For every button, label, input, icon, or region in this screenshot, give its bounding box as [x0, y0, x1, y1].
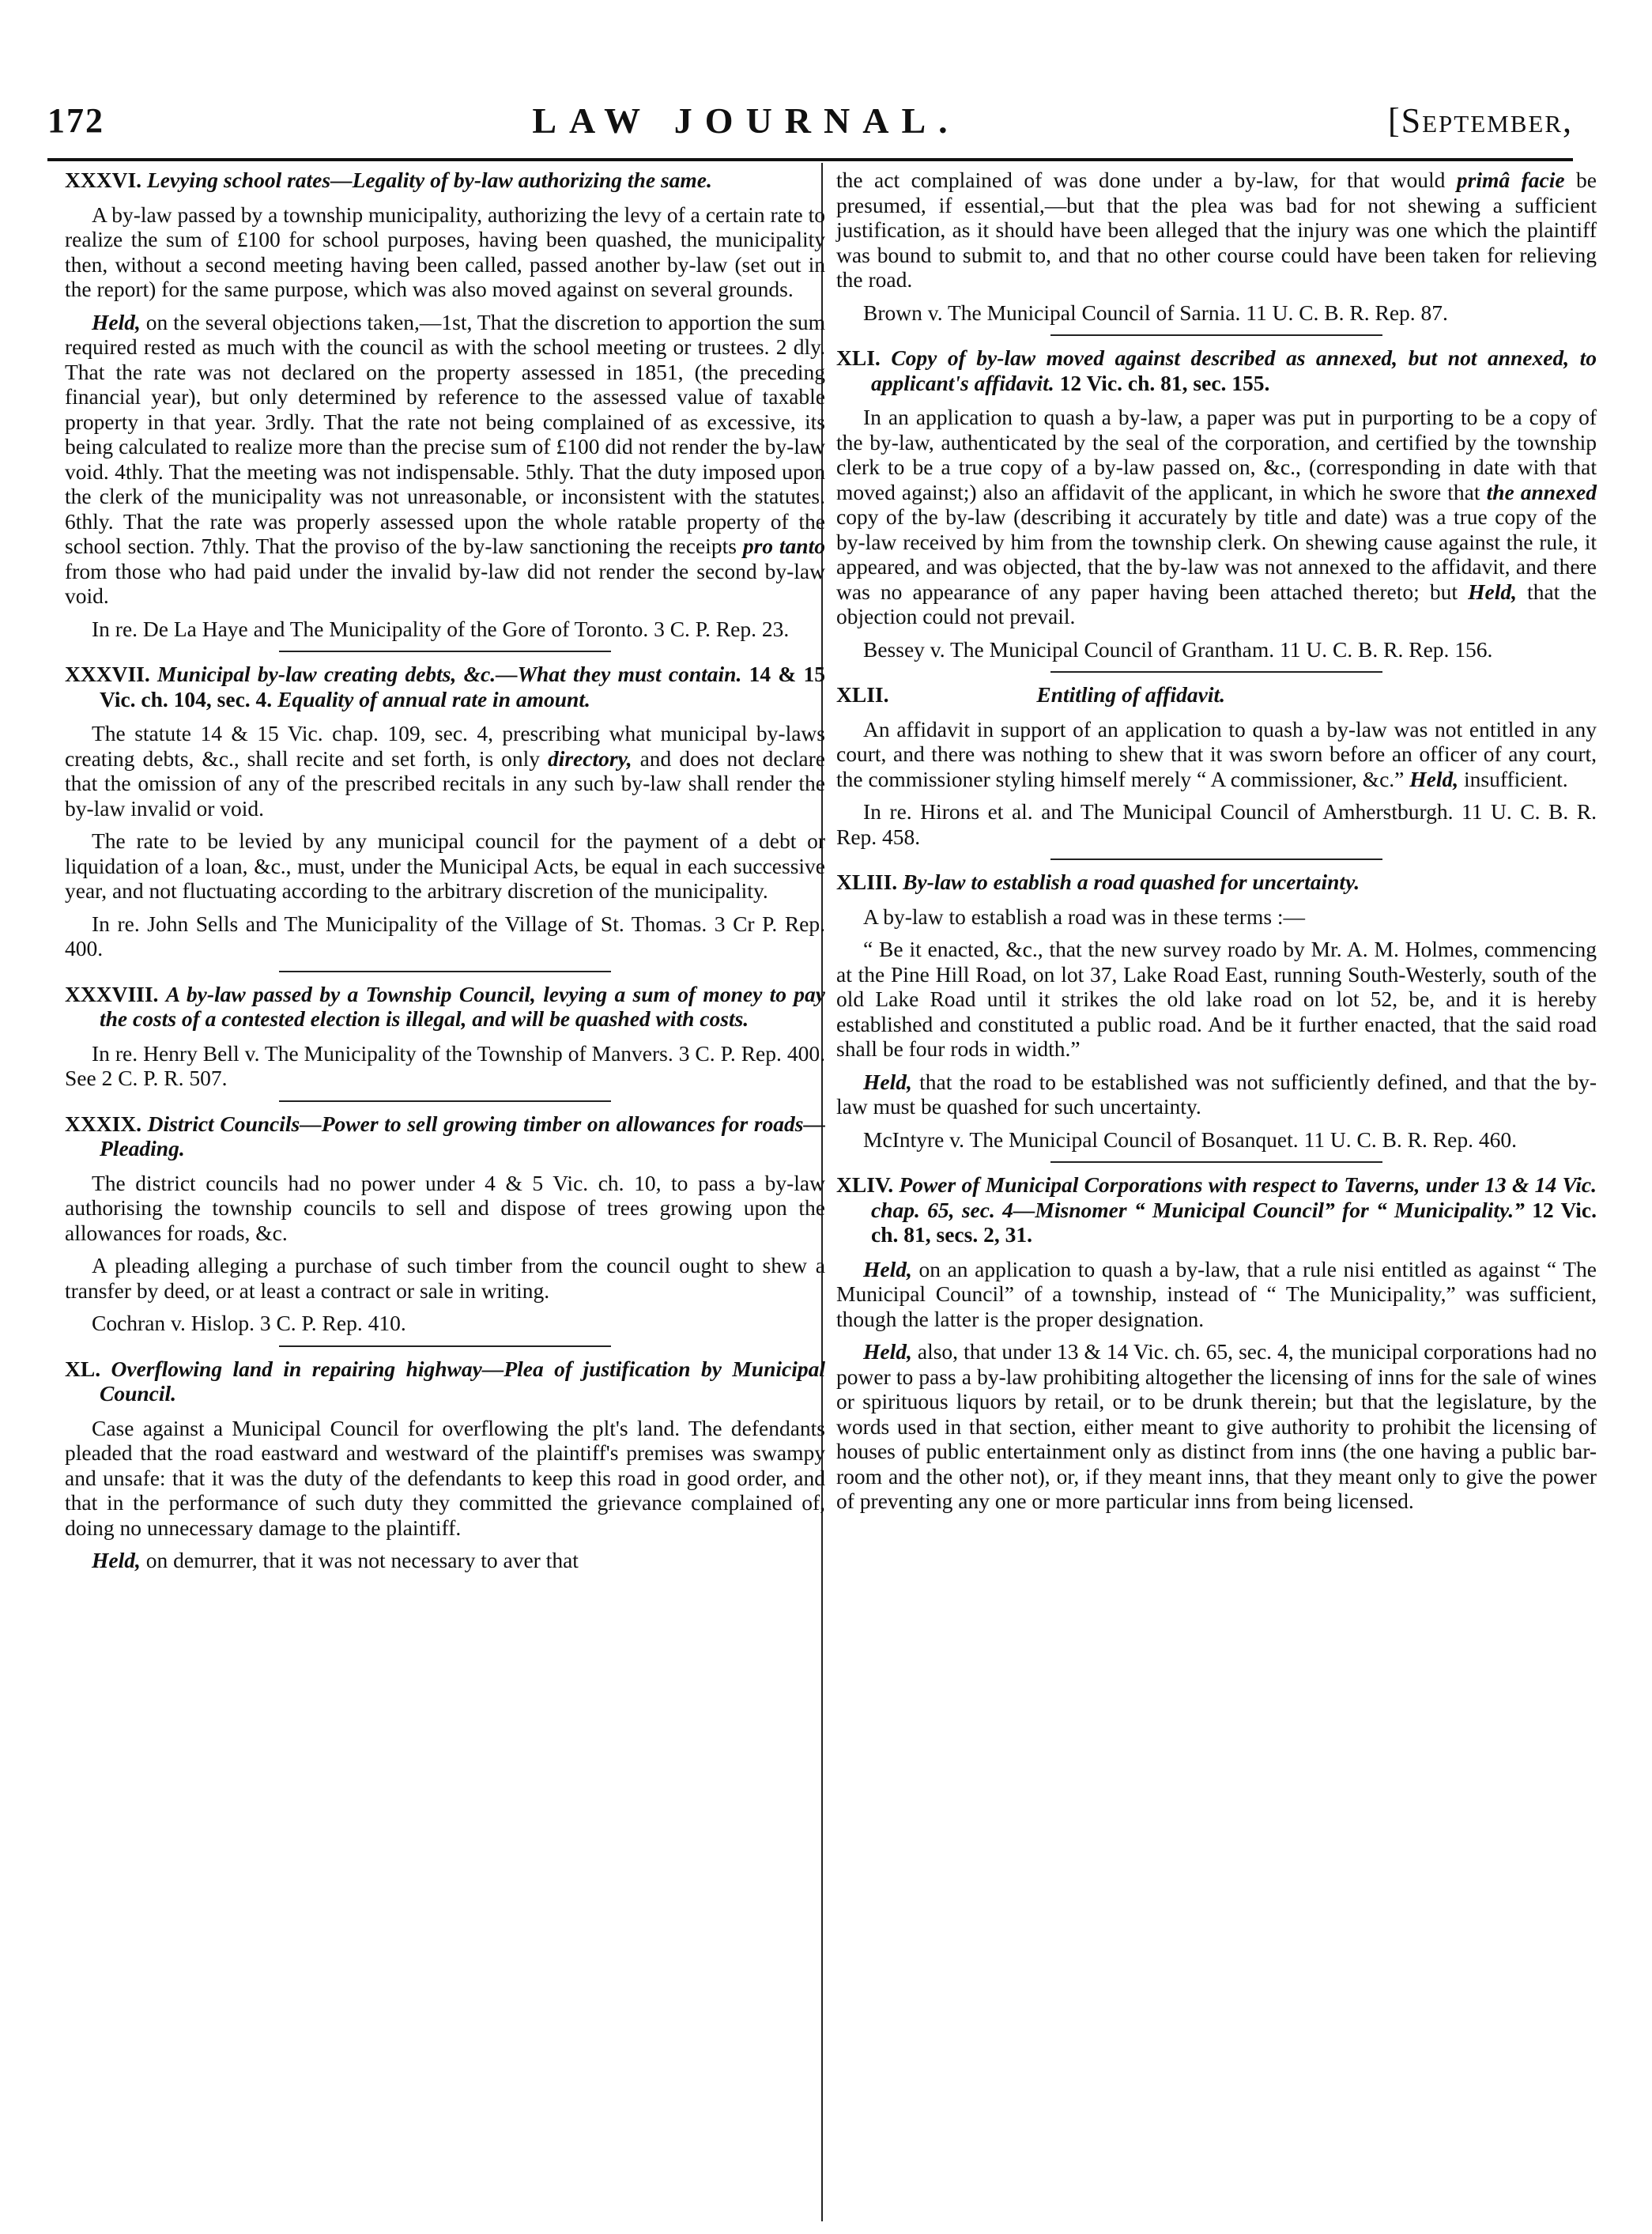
section-title: Overflowing land in repairing highway—Plea of justification by Municipal Council.	[100, 1356, 825, 1406]
paragraph: The district councils had no power under 4 & 5 Vic. ch. 10, to pass a by-law authorising the township councils to sell and dispose of trees growing upon the allowances for roads, &c.	[65, 1170, 825, 1245]
journal-title: LAW JOURNAL.	[532, 100, 960, 141]
section-rule	[1050, 859, 1382, 860]
paragraph	[836, 1257, 1597, 1332]
section-rule	[1050, 671, 1382, 673]
section-title: Copy of by-law moved against described as annexed, but not annexed, to applicant's affidavit.	[871, 345, 1597, 395]
section-rule	[279, 651, 611, 652]
paragraph-text: that the objection could not prevail.	[836, 579, 1597, 628]
paragraph-text: and does not declare that the omission of any of the prescribed recitals in any such by-law shall render the by-law invalid or void.	[65, 745, 825, 821]
section-title: District Councils—Power to sell growing timber on allowances for roads—Pleading.	[100, 1111, 825, 1160]
section-rule	[1050, 334, 1382, 336]
paragraph-text: also, that under 13 & 14 Vic. ch. 65, sec. 4, the municipal corporations had no power to pass a by-law prohibiting altogether the licensing of inns for the sale of wines or spirituous liquors by retail, or to be drunk therein; but that the legislature, by the words used in that section, either meant to give authority to prohibit the licensing of houses of public entertainment only as distinct from inns (the one having a public bar-room and the other not), or, if they meant inns, that they meant only to give the power of preventing any one or more particular inns from being licensed.	[836, 1339, 1597, 1513]
section-number: XLIV.	[836, 1172, 894, 1197]
header-rule	[47, 158, 1573, 161]
paragraph	[836, 405, 1597, 629]
case-citation: In re. De La Haye and The Municipality of the Gore of Toronto. 3 C. P. Rep. 23.	[92, 616, 790, 641]
paragraph-text: An affidavit in support of an application to quash a by-law was not entitled in any court, and there was nothing to shew that it was sworn before an officer of any court, the commissioner styling himself merely “ A commissioner, &c.”	[836, 716, 1597, 791]
section-heading-xxxvii	[65, 662, 825, 711]
paragraph	[65, 1548, 825, 1573]
paragraph-text: insufficient.	[1458, 766, 1568, 791]
paragraph-text: the act complained of was done under a by-law, for that would	[836, 168, 1457, 192]
section-title: Levying school rates—Legality of by-law authorizing the same.	[146, 168, 712, 192]
section-rule	[279, 1345, 611, 1347]
section-title: By-law to establish a road quashed for uncertainty.	[903, 870, 1360, 894]
emphasis-term: directory,	[547, 745, 632, 771]
section-number: XLIII.	[836, 870, 898, 894]
held-label: Held,	[863, 1339, 912, 1364]
case-citation: In re. Henry Bell v. The Municipality of the Township of Manvers. 3 C. P. Rep. 400. See 2 C. P. R. 507.	[65, 1040, 825, 1090]
paragraph: A by-law to establish a road was in these terms :—	[863, 904, 1306, 929]
paragraph: A pleading alleging a purchase of such timber from the council ought to shew a transfer by deed, or at least a contract or sale in writing.	[65, 1253, 825, 1303]
paragraph-text: from those who had paid under the invalid by-law did not render the second by-law void.	[65, 558, 825, 608]
case-citation: In re. John Sells and The Municipality of the Village of St. Thomas. 3 Cr P. Rep. 400.	[65, 911, 825, 960]
section-title: A by-law passed by a Township Council, levying a sum of money to pay the costs of a contested election is illegal, and will be quashed with costs.	[100, 981, 825, 1031]
held-label: Held,	[1409, 766, 1459, 791]
section-heading-xlii	[836, 682, 1597, 708]
case-citation: Bessey v. The Municipal Council of Grantham. 11 U. C. B. R. Rep. 156.	[863, 636, 1493, 662]
paragraph-text: on an application to quash a by-law, that a rule nisi entitled as against “ The Municipal Council” of a township, instead of “ The Municipality,” was sufficient, though the latter is the proper designation.	[836, 1256, 1597, 1331]
paragraph: A by-law passed by a township municipality, authorizing the levy of a certain rate to realize the sum of £100 for school purposes, having been quashed, the municipality then, without a second meeting having been called, passed another by-law (set out in the report) for the same purpose, which was also moved against on several grounds.	[65, 202, 825, 301]
paragraph-text: In an application to quash a by-law, a paper was put in purporting to be a copy of the by-law, authenticated by the seal of the corporation, and certified by the township clerk to be a true copy of a by-law passed on, &c., (corresponding in date with that moved against;) also an affidavit of the applicant, in which he swore that	[836, 405, 1597, 504]
paragraph	[65, 310, 825, 609]
section-number: XLII.	[836, 682, 889, 707]
paragraph-text: on demurrer, that it was not necessary to aver that	[140, 1548, 579, 1572]
section-title: Power of Municipal Corporations with respect to Taverns, under 13 & 14 Vic. chap. 65, sec. 4—Misnomer “ Municipal Council” for “ Municipality.”	[871, 1172, 1597, 1222]
section-rule	[279, 971, 611, 972]
section-heading-xxxviii	[65, 982, 825, 1032]
held-label: Held,	[863, 1256, 912, 1281]
paragraph-text: that the road to be established was not sufficiently defined, and that the by-law must be quashed for such uncertainty.	[836, 1069, 1597, 1119]
held-label: Held,	[863, 1069, 912, 1094]
paragraph-text: The statute 14 & 15 Vic. chap. 109, sec. 4, prescribing what municipal by-laws creating debts, &c., shall recite and set forth, is only	[65, 721, 825, 771]
held-label: Held,	[92, 1548, 141, 1572]
section-number: XL.	[65, 1356, 101, 1381]
section-rule	[279, 1100, 611, 1102]
held-label: Held,	[92, 309, 141, 334]
latin-term: primâ facie	[1456, 168, 1565, 192]
section-rule	[1050, 1161, 1382, 1163]
statute-citation: 12 Vic. ch. 81, sec. 155.	[1054, 370, 1270, 395]
section-number: XXXVI.	[65, 168, 142, 192]
left-column	[65, 168, 825, 1581]
case-citation: McIntyre v. The Municipal Council of Bosanquet. 11 U. C. B. R. Rep. 460.	[863, 1126, 1517, 1152]
paragraph-text: copy of the by-law (describing it accurately by title and date) was a true copy of the by-law received by him from the township clerk. On shewing cause against the rule, it appeared, and was objected, that the by-law was not annexed to the affidavit, and there was no appearance of any paper having been attached thereto; but	[836, 504, 1597, 604]
section-title-continued: Equality of annual rate in amount.	[277, 686, 590, 711]
paragraph-text: be presumed, if essential,—but that the plea was bad for not shewing a sufficient justification, as it should have been alleged that the injury was one which the plaintiff was bound to submit to, and that no other course could have been taken for relieving the road.	[836, 168, 1597, 292]
section-title: Entitling of affidavit.	[1036, 682, 1225, 707]
section-heading-xxxix	[65, 1111, 825, 1161]
section-number: XXXVII.	[65, 662, 150, 686]
section-heading-xl	[65, 1357, 825, 1406]
section-title: Municipal by-law creating debts, &c.—What they must contain.	[157, 662, 742, 686]
statute-citation: 12 Vic. ch. 81, secs. 2, 31.	[871, 1197, 1597, 1247]
section-heading-xli	[836, 345, 1597, 395]
paragraph-continued	[836, 168, 1597, 292]
section-heading-xliii	[836, 870, 1597, 895]
section-heading-xliv	[836, 1172, 1597, 1247]
paragraph	[836, 1339, 1597, 1514]
paragraph: Case against a Municipal Council for overflowing the plt's land. The defendants pleaded that the road eastward and westward of the plaintiff's premises was swampy and unsafe: that it was the duty of the defendants to keep this road in good order, and that in the performance of such duty they committed the grievance complained of, doing no unnecessary damage to the plaintiff.	[65, 1415, 825, 1540]
paragraph	[836, 717, 1597, 792]
paragraph	[836, 1070, 1597, 1119]
held-label: Held,	[1468, 579, 1517, 604]
quoted-bylaw: “ Be it enacted, &c., that the new survey roado by Mr. A. M. Holmes, commencing at the Pine Hill Road, on lot 37, Lake Road East, running South-Westerly, south of the old Lake Road until it strikes the old lake road on lot 52, be, and it is hereby established and constituted a public road. And be it further enacted, that the said road shall be four rods in width.”	[836, 937, 1597, 1061]
latin-term: pro tanto	[742, 534, 825, 558]
page-number: 172	[47, 100, 104, 140]
issue-month: [September,	[1387, 100, 1573, 140]
paragraph: The rate to be levied by any municipal council for the payment of a debt or liquidation of a loan, &c., must, under the Municipal Acts, be equal in each successive year, and not fluctuating according to the arbitrary discretion of the municipality.	[65, 828, 825, 903]
running-header	[47, 89, 1573, 152]
section-number: XLI.	[836, 345, 881, 370]
case-citation: Brown v. The Municipal Council of Sarnia. 11 U. C. B. R. Rep. 87.	[863, 300, 1448, 325]
paragraph-text: on the several objections taken,—1st, That the discretion to apportion the sum required rested as much with the council as with the school meeting or trustees. 2 dly. That the rate was not declared on the property assessed in 1851, (the preceding financial year), but only determined by reference to the assessed value of taxable property in that year. 3rdly. That the rate not being complained of as excessive, its being calculated to realize more than the precise sum of £100 did not render the by-law void. 4thly. That the meeting was not indispensable. 5thly. That the duty imposed upon the clerk of the municipality was not unreasonable, or inconsistent with the statutes. 6thly. That the rate was properly assessed upon the whole ratable property of the school section. 7thly. That the proviso of the by-law sanctioning the receipts	[65, 309, 825, 558]
section-number: XXXIX.	[65, 1111, 142, 1136]
case-citation: In re. Hirons et al. and The Municipal Council of Amherstburgh. 11 U. C. B. R. Rep. 458.	[836, 799, 1597, 849]
emphasis-term: the annexed	[1486, 479, 1597, 504]
section-number: XXXVIII.	[65, 981, 159, 1006]
case-citation: Cochran v. Hislop. 3 C. P. Rep. 410.	[92, 1311, 406, 1335]
section-heading-xxxvi	[65, 168, 825, 193]
right-column	[836, 168, 1597, 1522]
paragraph	[65, 721, 825, 821]
statute-citation: 14 & 15 Vic. ch. 104, sec. 4.	[100, 662, 825, 711]
